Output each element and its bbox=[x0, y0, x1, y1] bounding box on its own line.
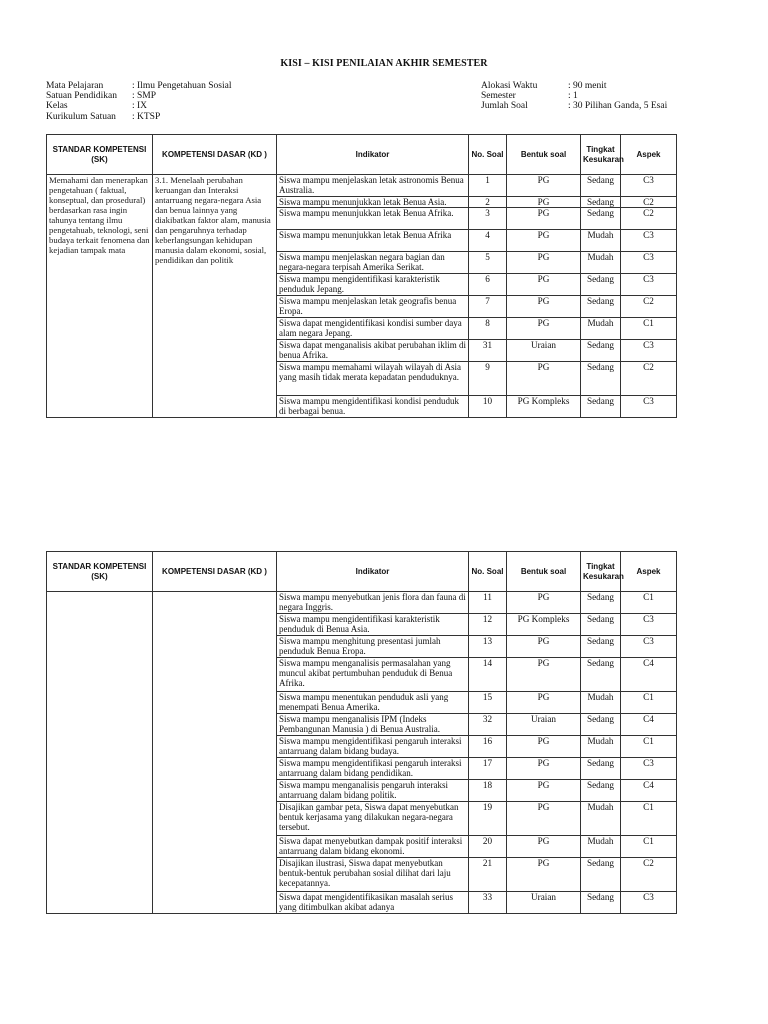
tingkat-kesukaran-cell: Sedang bbox=[581, 296, 621, 318]
aspek-cell: C3 bbox=[621, 892, 677, 914]
aspek-cell: C2 bbox=[621, 208, 677, 230]
meta-value: : 30 Pilihan Ganda, 5 Esai bbox=[568, 101, 668, 112]
header-no-soal: No. Soal bbox=[469, 552, 507, 592]
meta-row bbox=[46, 101, 231, 111]
meta-key: Semester bbox=[481, 91, 516, 102]
no-soal-cell: 14 bbox=[469, 658, 507, 692]
aspek-cell: C4 bbox=[621, 780, 677, 802]
indikator-cell: Siswa mampu menunjukkan letak Benua Asia. bbox=[277, 197, 469, 208]
indikator-cell: Siswa dapat menyebutkan dampak positif interaksi antarruang dalam bidang ekonomi. bbox=[277, 836, 469, 858]
no-soal-cell: 18 bbox=[469, 780, 507, 802]
aspek-cell: C4 bbox=[621, 658, 677, 692]
bentuk-soal-cell: PG bbox=[507, 362, 581, 396]
indikator-cell: Siswa mampu menjelaskan letak astronomis Benua Australia. bbox=[277, 175, 469, 197]
no-soal-cell: 10 bbox=[469, 396, 507, 418]
aspek-cell: C2 bbox=[621, 362, 677, 396]
tingkat-kesukaran-cell: Mudah bbox=[581, 252, 621, 274]
bentuk-soal-cell: PG bbox=[507, 230, 581, 252]
aspek-cell: C2 bbox=[621, 858, 677, 892]
indikator-cell: Siswa mampu menjelaskan negara bagian dan negara-negara terpisah Amerika Serikat. bbox=[277, 252, 469, 274]
meta-value: : Ilmu Pengetahuan Sosial bbox=[132, 81, 232, 91]
tingkat-kesukaran-cell: Mudah bbox=[581, 230, 621, 252]
tingkat-kesukaran-cell: Sedang bbox=[581, 758, 621, 780]
bentuk-soal-cell: PG bbox=[507, 318, 581, 340]
table-header-row bbox=[47, 135, 677, 175]
no-soal-cell: 32 bbox=[469, 714, 507, 736]
meta-key: Kelas bbox=[46, 101, 68, 112]
meta-value: : 1 bbox=[568, 91, 578, 102]
aspek-cell: C3 bbox=[621, 175, 677, 197]
header-aspek: Aspek bbox=[621, 135, 677, 175]
bentuk-soal-cell: PG bbox=[507, 658, 581, 692]
indikator-cell: Siswa mampu menyebutkan jenis flora dan fauna di negara Inggris. bbox=[277, 592, 469, 614]
no-soal-cell: 17 bbox=[469, 758, 507, 780]
indikator-cell: Disajikan gambar peta, Siswa dapat menyebutkan bentuk kerjasama yang dilakukan negara-negara tersebut. bbox=[277, 802, 469, 836]
standar-kompetensi-cell: Memahami dan menerapkan pengetahuan ( faktual, konseptual, dan prosedural) berdasarkan rasa ingin tahunya tentang ilmu pengetahuab, teknologi, seni budaya terkait fenomena dan kejadian tampak mata bbox=[47, 175, 153, 418]
no-soal-cell: 2 bbox=[469, 197, 507, 208]
no-soal-cell: 7 bbox=[469, 296, 507, 318]
meta-key: Mata Pelajaran bbox=[46, 81, 104, 91]
aspek-cell: C1 bbox=[621, 802, 677, 836]
table-header-row bbox=[47, 552, 677, 592]
header-kd: KOMPETENSI DASAR (KD ) bbox=[153, 552, 277, 592]
header-sk: STANDAR KOMPETENSI (SK) bbox=[47, 552, 153, 592]
no-soal-cell: 16 bbox=[469, 736, 507, 758]
tingkat-kesukaran-cell: Sedang bbox=[581, 614, 621, 636]
bentuk-soal-cell: Uraian bbox=[507, 892, 581, 914]
indikator-cell: Siswa mampu menganalisis IPM (Indeks Pembangunan Manusia ) di Benua Australia. bbox=[277, 714, 469, 736]
no-soal-cell: 12 bbox=[469, 614, 507, 636]
aspek-cell: C3 bbox=[621, 274, 677, 296]
kisi-table-1 bbox=[46, 134, 677, 418]
indikator-cell: Siswa mampu mengidentifikasi karakteristik penduduk di Benua Asia. bbox=[277, 614, 469, 636]
indikator-cell: Siswa mampu menganalisis permasalahan yang muncul akibat pertumbuhan penduduk di Benua Afrika. bbox=[277, 658, 469, 692]
indikator-cell: Siswa dapat mengidentifikasikan masalah serius yang ditimbulkan akibat adanya bbox=[277, 892, 469, 914]
bentuk-soal-cell: PG bbox=[507, 296, 581, 318]
no-soal-cell: 11 bbox=[469, 592, 507, 614]
bentuk-soal-cell: PG bbox=[507, 692, 581, 714]
indikator-cell: Siswa mampu memahami wilayah wilayah di Asia yang masih tidak merata kepadatan penduduknya. bbox=[277, 362, 469, 396]
bentuk-soal-cell: PG bbox=[507, 858, 581, 892]
header-kd: KOMPETENSI DASAR (KD ) bbox=[153, 135, 277, 175]
meta-row bbox=[46, 81, 231, 91]
meta-value: : KTSP bbox=[132, 111, 161, 122]
tingkat-kesukaran-cell: Sedang bbox=[581, 780, 621, 802]
indikator-cell: Siswa dapat mengidentifikasi kondisi sumber daya alam negara Jepang. bbox=[277, 318, 469, 340]
indikator-cell: Siswa mampu menunjukkan letak Benua Afrika bbox=[277, 230, 469, 252]
meta-left bbox=[46, 81, 231, 122]
aspek-cell: C1 bbox=[621, 318, 677, 340]
meta-value: : SMP bbox=[132, 91, 157, 102]
aspek-cell: C1 bbox=[621, 692, 677, 714]
meta-key: Kurikulum Satuan bbox=[46, 111, 116, 122]
tingkat-kesukaran-cell: Sedang bbox=[581, 858, 621, 892]
bentuk-soal-cell: PG bbox=[507, 758, 581, 780]
meta-key: Alokasi Waktu bbox=[481, 81, 538, 91]
no-soal-cell: 15 bbox=[469, 692, 507, 714]
meta-value: : IX bbox=[132, 101, 148, 112]
tingkat-kesukaran-cell: Sedang bbox=[581, 592, 621, 614]
indikator-cell: Siswa mampu mengidentifikasi pengaruh interaksi antarruang dalam bidang budaya. bbox=[277, 736, 469, 758]
kompetensi-dasar-cell bbox=[153, 592, 277, 914]
header-indikator: Indikator bbox=[277, 135, 469, 175]
bentuk-soal-cell: PG bbox=[507, 208, 581, 230]
header-tingkat-kesukaran: Tingkat Kesukaran bbox=[581, 135, 621, 175]
aspek-cell: C3 bbox=[621, 340, 677, 362]
meta-value: : 90 menit bbox=[568, 81, 607, 91]
header-tingkat-kesukaran: Tingkat Kesukaran bbox=[581, 552, 621, 592]
aspek-cell: C3 bbox=[621, 614, 677, 636]
no-soal-cell: 13 bbox=[469, 636, 507, 658]
no-soal-cell: 33 bbox=[469, 892, 507, 914]
tingkat-kesukaran-cell: Sedang bbox=[581, 892, 621, 914]
meta-key: Satuan Pendidikan bbox=[46, 91, 117, 102]
header-bentuk-soal: Bentuk soal bbox=[507, 552, 581, 592]
meta-key: Jumlah Soal bbox=[481, 101, 528, 112]
no-soal-cell: 21 bbox=[469, 858, 507, 892]
aspek-cell: C3 bbox=[621, 396, 677, 418]
no-soal-cell: 31 bbox=[469, 340, 507, 362]
aspek-cell: C2 bbox=[621, 197, 677, 208]
bentuk-soal-cell: Uraian bbox=[507, 340, 581, 362]
no-soal-cell: 4 bbox=[469, 230, 507, 252]
meta-right bbox=[481, 81, 667, 112]
meta-row bbox=[481, 81, 667, 91]
tingkat-kesukaran-cell: Sedang bbox=[581, 175, 621, 197]
tingkat-kesukaran-cell: Sedang bbox=[581, 362, 621, 396]
indikator-cell: Siswa mampu mengidentifikasi karakteristik penduduk Jepang. bbox=[277, 274, 469, 296]
indikator-cell: Siswa dapat menganalisis akibat perubahan iklim di benua Afrika. bbox=[277, 340, 469, 362]
no-soal-cell: 19 bbox=[469, 802, 507, 836]
bentuk-soal-cell: PG bbox=[507, 592, 581, 614]
meta-row bbox=[481, 91, 667, 101]
bentuk-soal-cell: PG Kompleks bbox=[507, 614, 581, 636]
tingkat-kesukaran-cell: Mudah bbox=[581, 736, 621, 758]
tingkat-kesukaran-cell: Mudah bbox=[581, 318, 621, 340]
indikator-cell: Siswa mampu menjelaskan letak geografis benua Eropa. bbox=[277, 296, 469, 318]
header-sk: STANDAR KOMPETENSI (SK) bbox=[47, 135, 153, 175]
tingkat-kesukaran-cell: Sedang bbox=[581, 208, 621, 230]
aspek-cell: C3 bbox=[621, 252, 677, 274]
aspek-cell: C3 bbox=[621, 230, 677, 252]
meta-row bbox=[481, 101, 667, 111]
tingkat-kesukaran-cell: Sedang bbox=[581, 714, 621, 736]
header-indikator: Indikator bbox=[277, 552, 469, 592]
bentuk-soal-cell: PG bbox=[507, 274, 581, 296]
bentuk-soal-cell: PG bbox=[507, 736, 581, 758]
tingkat-kesukaran-cell: Mudah bbox=[581, 692, 621, 714]
aspek-cell: C1 bbox=[621, 736, 677, 758]
no-soal-cell: 8 bbox=[469, 318, 507, 340]
kisi-table-2 bbox=[46, 551, 677, 914]
indikator-cell: Siswa mampu menganalisis pengaruh interaksi antarruang dalam bidang politik. bbox=[277, 780, 469, 802]
no-soal-cell: 5 bbox=[469, 252, 507, 274]
no-soal-cell: 6 bbox=[469, 274, 507, 296]
bentuk-soal-cell: PG Kompleks bbox=[507, 396, 581, 418]
no-soal-cell: 9 bbox=[469, 362, 507, 396]
meta-row bbox=[46, 91, 231, 101]
aspek-cell: C3 bbox=[621, 636, 677, 658]
aspek-cell: C4 bbox=[621, 714, 677, 736]
tingkat-kesukaran-cell: Sedang bbox=[581, 396, 621, 418]
indikator-cell: Siswa mampu menunjukkan letak Benua Afrika. bbox=[277, 208, 469, 230]
indikator-cell: Siswa mampu mengidentifikasi kondisi penduduk di berbagai benua. bbox=[277, 396, 469, 418]
header-no-soal: No. Soal bbox=[469, 135, 507, 175]
aspek-cell: C1 bbox=[621, 592, 677, 614]
table-row bbox=[47, 175, 677, 197]
bentuk-soal-cell: PG bbox=[507, 636, 581, 658]
aspek-cell: C2 bbox=[621, 296, 677, 318]
no-soal-cell: 3 bbox=[469, 208, 507, 230]
tingkat-kesukaran-cell: Sedang bbox=[581, 636, 621, 658]
aspek-cell: C3 bbox=[621, 758, 677, 780]
bentuk-soal-cell: PG bbox=[507, 252, 581, 274]
no-soal-cell: 20 bbox=[469, 836, 507, 858]
tingkat-kesukaran-cell: Sedang bbox=[581, 340, 621, 362]
bentuk-soal-cell: Uraian bbox=[507, 714, 581, 736]
kompetensi-dasar-cell: 3.1. Menelaah perubahan keruangan dan Interaksi antarruang negara-negara Asia dan benua lainnya yang diakibatkan faktor alam, manusia dan pengaruhnya terhadap keberlangsungan kehidupan manusia dalam ekonomi, sosial, pendidikan dan politik bbox=[153, 175, 277, 418]
document-title: KISI – KISI PENILAIAN AKHIR SEMESTER bbox=[280, 58, 488, 69]
indikator-cell: Siswa mampu menentukan penduduk asli yang menempati Benua Amerika. bbox=[277, 692, 469, 714]
tingkat-kesukaran-cell: Mudah bbox=[581, 802, 621, 836]
standar-kompetensi-cell bbox=[47, 592, 153, 914]
no-soal-cell: 1 bbox=[469, 175, 507, 197]
meta-row bbox=[46, 112, 231, 122]
bentuk-soal-cell: PG bbox=[507, 780, 581, 802]
header-aspek: Aspek bbox=[621, 552, 677, 592]
indikator-cell: Siswa mampu menghitung presentasi jumlah penduduk Benua Eropa. bbox=[277, 636, 469, 658]
tingkat-kesukaran-cell: Sedang bbox=[581, 274, 621, 296]
tingkat-kesukaran-cell: Sedang bbox=[581, 197, 621, 208]
aspek-cell: C1 bbox=[621, 836, 677, 858]
bentuk-soal-cell: PG bbox=[507, 836, 581, 858]
tingkat-kesukaran-cell: Sedang bbox=[581, 658, 621, 692]
header-bentuk-soal: Bentuk soal bbox=[507, 135, 581, 175]
bentuk-soal-cell: PG bbox=[507, 802, 581, 836]
bentuk-soal-cell: PG bbox=[507, 175, 581, 197]
table-row bbox=[47, 592, 677, 614]
bentuk-soal-cell: PG bbox=[507, 197, 581, 208]
indikator-cell: Siswa mampu mengidentifikasi pengaruh interaksi antarruang dalam bidang pendidikan. bbox=[277, 758, 469, 780]
tingkat-kesukaran-cell: Mudah bbox=[581, 836, 621, 858]
indikator-cell: Disajikan ilustrasi, Siswa dapat menyebutkan bentuk-bentuk perubahan sosial dilihat dari laju kecepatannya. bbox=[277, 858, 469, 892]
